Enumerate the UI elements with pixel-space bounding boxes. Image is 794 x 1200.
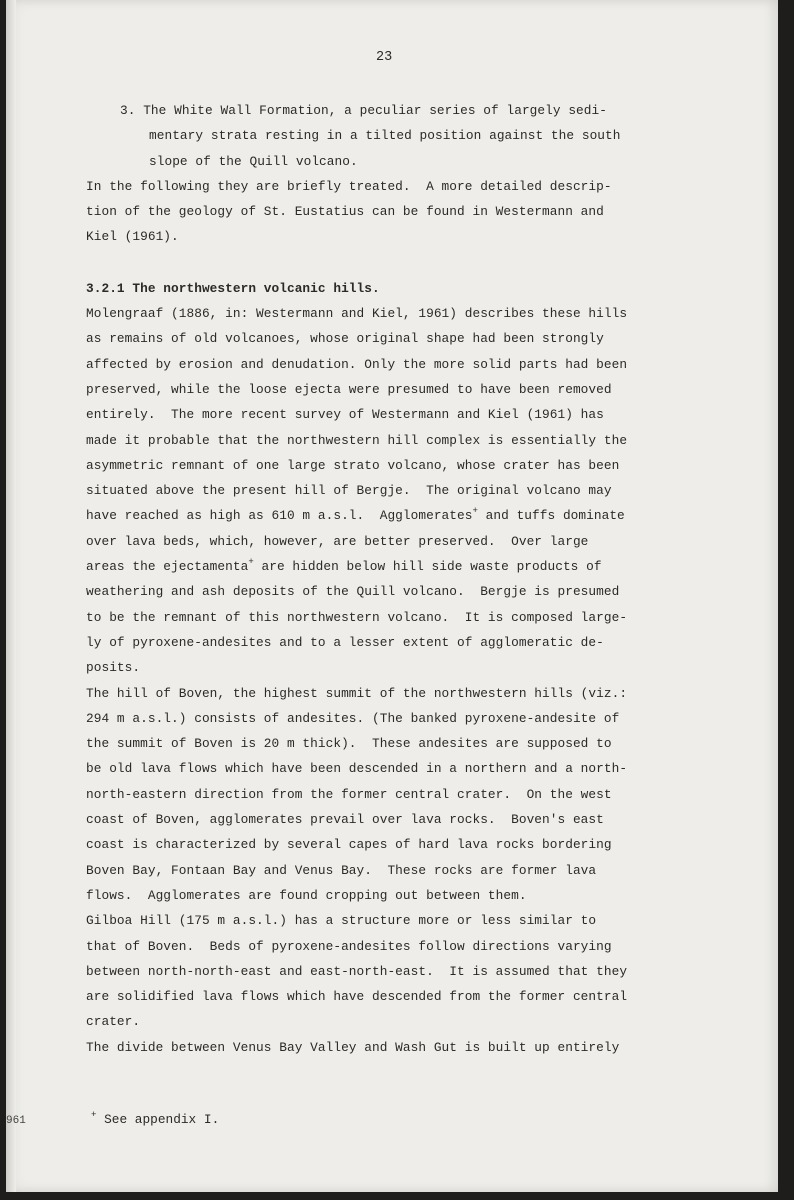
list-item-number: 3. <box>120 103 136 118</box>
paragraph-line: coast is characterized by several capes of hard lava rocks bordering <box>86 837 612 853</box>
paragraph-line: the summit of Boven is 20 m thick). These andesites are supposed to <box>86 736 612 752</box>
paragraph-line: The hill of Boven, the highest summit of the northwestern hills (viz.: <box>86 685 628 701</box>
paragraph-line: between north-north-east and east-north-east. It is assumed that they <box>86 963 628 979</box>
intro-line: In the following they are briefly treated. A more detailed descrip- <box>86 178 612 194</box>
paragraph-line: are solidified lava flows which have descended from the former central <box>86 989 628 1005</box>
paragraph-line: asymmetric remnant of one large strato volcano, whose crater has been <box>86 457 620 473</box>
footnote-marker: + <box>248 557 254 568</box>
footnote-marker: + <box>472 506 478 517</box>
paragraph-line: as remains of old volcanoes, whose original shape had been strongly <box>86 331 604 347</box>
section-heading: 3.2.1 The northwestern volcanic hills. <box>86 280 380 296</box>
binding-shadow <box>6 0 16 1192</box>
document-page <box>6 0 778 1192</box>
footnote-text: See appendix I. <box>96 1112 220 1127</box>
page-number: 23 <box>376 50 393 65</box>
intro-line: Kiel (1961). <box>86 229 179 245</box>
paragraph-line: have reached as high as 610 m a.s.l. Agglomerates+ and tuffs dominate <box>86 506 625 524</box>
paragraph-line: be old lava flows which have been descended in a northern and a north- <box>86 761 628 777</box>
paragraph-line: preserved, while the loose ejecta were presumed to have been removed <box>86 381 612 397</box>
paragraph-line: coast of Boven, agglomerates prevail over lava rocks. Boven's east <box>86 812 604 828</box>
paragraph-line: Molengraaf (1886, in: Westermann and Kiel, 1961) describes these hills <box>86 306 628 322</box>
paragraph-line: entirely. The more recent survey of Westermann and Kiel (1961) has <box>86 407 604 423</box>
paragraph-line: north-eastern direction from the former central crater. On the west <box>86 786 612 802</box>
footnote-marker: + <box>91 1110 97 1120</box>
paragraph-line: 294 m a.s.l.) consists of andesites. (The banked pyroxene-andesite of <box>86 710 620 726</box>
paragraph-line: Gilboa Hill (175 m a.s.l.) has a structure more or less similar to <box>86 913 597 929</box>
margin-mark: 961 <box>6 1115 26 1127</box>
paragraph-line: over lava beds, which, however, are better preserved. Over large <box>86 533 589 549</box>
paragraph-line: situated above the present hill of Bergje. The original volcano may <box>86 483 612 499</box>
paragraph-line: The divide between Venus Bay Valley and Wash Gut is built up entirely <box>86 1039 620 1055</box>
paragraph-line: affected by erosion and denudation. Only the more solid parts had been <box>86 356 628 372</box>
paragraph-line: crater. <box>86 1014 141 1030</box>
scan-border <box>0 1192 794 1200</box>
list-item-line: 3. The White Wall Formation, a peculiar series of largely sedi- <box>120 103 607 118</box>
footnote <box>91 1112 219 1127</box>
paragraph-line: flows. Agglomerates are found cropping out between them. <box>86 887 527 903</box>
paragraph-line: weathering and ash deposits of the Quill volcano. Bergje is presumed <box>86 584 620 600</box>
paragraph-line: posits. <box>86 660 141 676</box>
body-text <box>86 98 676 1060</box>
blank-line <box>86 250 676 276</box>
paragraph-line: to be the remnant of this northwestern volcano. It is composed large- <box>86 609 628 625</box>
list-item-line: mentary strata resting in a tilted position against the south <box>149 128 621 144</box>
list-item-line: slope of the Quill volcano. <box>149 153 358 169</box>
intro-line: tion of the geology of St. Eustatius can be found in Westermann and <box>86 204 604 220</box>
paragraph-line: Boven Bay, Fontaan Bay and Venus Bay. These rocks are former lava <box>86 862 597 878</box>
paragraph-line: that of Boven. Beds of pyroxene-andesites follow directions varying <box>86 938 612 954</box>
paragraph-line: made it probable that the northwestern hill complex is essentially the <box>86 432 628 448</box>
paragraph-line: ly of pyroxene-andesites and to a lesser extent of agglomeratic de- <box>86 634 604 650</box>
paragraph-line: areas the ejectamenta+ are hidden below hill side waste products of <box>86 557 602 575</box>
